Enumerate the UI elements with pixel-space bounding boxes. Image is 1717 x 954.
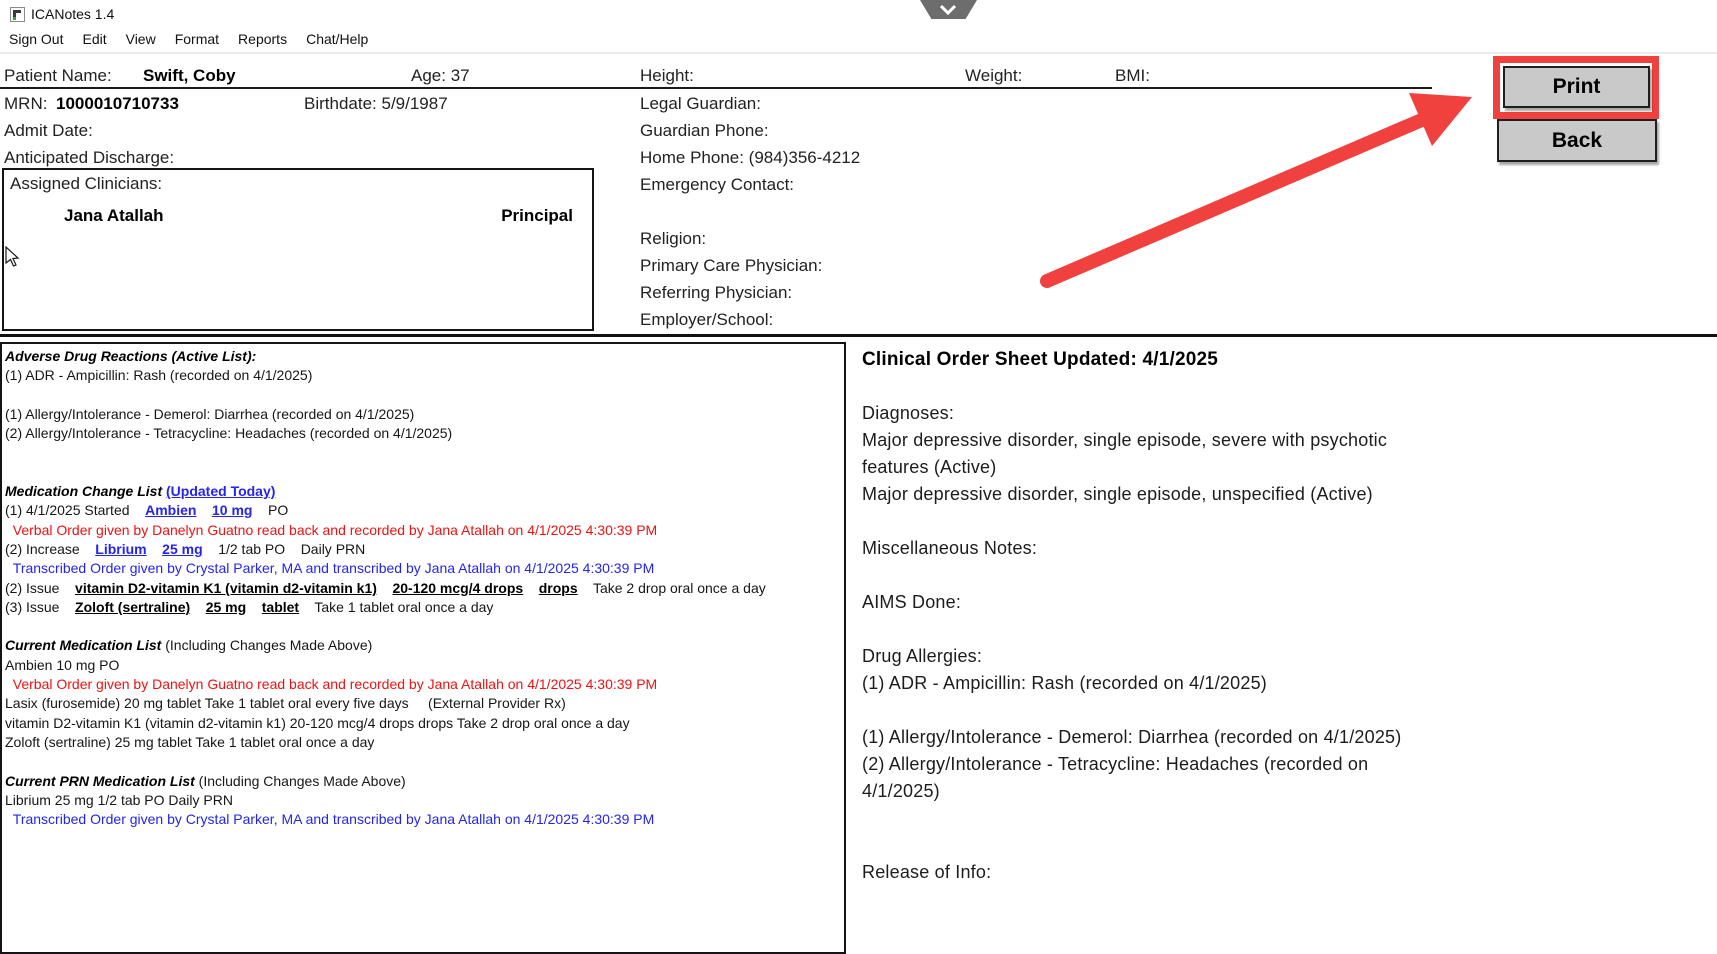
bmi-field: BMI: xyxy=(1115,66,1150,85)
text-segment: Librium 25 mg 1/2 tab PO Daily PRN xyxy=(5,791,233,808)
text-segment xyxy=(523,580,539,596)
order-sheet-line xyxy=(862,508,1422,535)
contact-row: Primary Care Physician: xyxy=(640,256,823,275)
left-panel-line xyxy=(5,521,837,540)
order-sheet-line xyxy=(862,832,1422,859)
contact-row: Employer/School: xyxy=(640,310,774,329)
mouse-cursor-icon xyxy=(5,246,21,268)
menu-item-format[interactable]: Format xyxy=(174,31,220,47)
weight-field: Weight: xyxy=(965,66,1023,85)
left-panel-line xyxy=(5,482,837,501)
text-segment xyxy=(196,502,212,518)
mrn-value: 1000010710733 xyxy=(56,94,179,113)
contact-row: Guardian Phone: xyxy=(640,121,769,140)
menu-separator xyxy=(0,52,1717,54)
mrn-label: MRN: xyxy=(4,94,48,113)
medication-link[interactable]: (Updated Today) xyxy=(166,483,276,500)
left-panel-line xyxy=(5,656,837,675)
text-segment: 1/2 tab PO Daily PRN xyxy=(202,540,366,557)
age-field: Age: 37 xyxy=(411,66,470,85)
left-panel-line xyxy=(5,617,837,636)
left-panel-line xyxy=(5,366,837,385)
medication-link[interactable]: 10 mg xyxy=(212,502,253,519)
contact-row: Emergency Contact: xyxy=(640,175,795,194)
order-sheet-line: (1) Allergy/Intolerance - Demerol: Diarrhea (recorded on 4/1/2025) xyxy=(862,727,1402,747)
menu-bar xyxy=(9,31,368,47)
text-segment: vitamin D2-vitamin K1 (vitamin d2-vitamin k1) xyxy=(75,579,377,596)
text-segment: Lasix (furosemide) 20 mg tablet Take 1 tablet oral every five days (External Provider Rx) xyxy=(5,695,566,712)
text-segment: Verbal Order given by Danelyn Guatno read back and recorded by Jana Atallah on 4/1/2025 4:30:39 PM xyxy=(5,521,658,538)
section-heading: Medication Change List xyxy=(5,483,167,500)
left-panel-line xyxy=(5,772,837,791)
text-segment: Transcribed Order given by Crystal Parker, MA and transcribed by Jana Atallah on 4/1/2025 4:30:39 PM xyxy=(5,811,655,828)
clinician-name: Jana Atallah xyxy=(64,206,164,225)
menu-item-view[interactable]: View xyxy=(125,31,156,47)
text-segment: (2) Allergy/Intolerance - Tetracycline: Headaches (recorded on 4/1/2025) xyxy=(5,425,453,442)
left-panel-line xyxy=(5,347,837,366)
order-sheet-line: AIMS Done: xyxy=(862,592,962,612)
order-sheet-line xyxy=(862,373,1422,400)
left-panel-line xyxy=(5,386,837,405)
admit-date-field: Admit Date: xyxy=(4,121,93,140)
medications-panel xyxy=(5,347,837,829)
anticipated-discharge-field: Anticipated Discharge: xyxy=(4,148,175,167)
text-segment: Zoloft (sertraline) xyxy=(75,598,191,615)
section-heading: Current PRN Medication List xyxy=(5,772,195,789)
left-panel-line xyxy=(5,791,837,810)
text-segment: vitamin D2-vitamin K1 (vitamin d2-vitamin k1) 20-120 mcg/4 drops drops Take 2 drop oral once a day xyxy=(5,714,630,731)
order-sheet-line xyxy=(862,697,1422,724)
text-segment: Take 2 drop oral once a day xyxy=(577,579,766,596)
text-segment: (1) 4/1/2025 Started xyxy=(5,502,146,519)
text-segment: (Including Changes Made Above) xyxy=(161,637,373,654)
left-panel-line xyxy=(5,424,837,443)
order-sheet-title: Clinical Order Sheet Updated: 4/1/2025 xyxy=(862,349,1219,370)
text-segment: Verbal Order given by Danelyn Guatno read back and recorded by Jana Atallah on 4/1/2025 4:30:39 PM xyxy=(5,676,658,693)
medication-link[interactable]: 25 mg xyxy=(162,540,203,557)
left-panel-line xyxy=(5,636,837,655)
contact-row: Home Phone: (984)356-4212 xyxy=(640,148,861,167)
text-segment xyxy=(377,580,393,596)
text-segment: PO xyxy=(252,502,289,519)
left-panel-line xyxy=(5,694,837,713)
menu-item-sign-out[interactable]: Sign Out xyxy=(9,31,64,47)
patient-name-value: Swift, Coby xyxy=(143,66,236,85)
order-sheet-line: Release of Info: xyxy=(862,862,992,882)
order-sheet-line xyxy=(862,562,1422,589)
header-divider xyxy=(0,87,1432,89)
left-panel-line xyxy=(5,752,837,771)
text-segment xyxy=(246,599,262,615)
left-panel-line xyxy=(5,443,837,462)
contact-row xyxy=(640,202,860,229)
patient-name-label: Patient Name: xyxy=(4,66,112,85)
order-sheet-line xyxy=(862,616,1422,643)
order-sheet-line xyxy=(862,805,1422,832)
text-segment: (Including Changes Made Above) xyxy=(194,772,406,789)
height-field: Height: xyxy=(640,66,694,85)
text-segment: Zoloft (sertraline) 25 mg tablet Take 1 tablet oral once a day xyxy=(5,733,375,750)
chevron-down-icon xyxy=(940,5,957,15)
contact-row: Referring Physician: xyxy=(640,283,793,302)
order-sheet-line: Drug Allergies: xyxy=(862,646,983,666)
contact-info-column xyxy=(640,94,860,337)
left-panel-line xyxy=(5,540,837,559)
menu-item-edit[interactable]: Edit xyxy=(82,31,107,47)
back-button[interactable]: Back xyxy=(1497,119,1657,162)
order-sheet-line: Major depressive disorder, single episode, unspecified (Active) xyxy=(862,484,1373,504)
medication-link[interactable]: Ambien xyxy=(145,502,197,519)
text-segment: 20-120 mcg/4 drops xyxy=(392,579,524,596)
text-segment: Transcribed Order given by Crystal Parker, MA and transcribed by Jana Atallah on 4/1/2025 4:30:39 PM xyxy=(5,560,655,577)
text-segment: (1) Allergy/Intolerance - Demerol: Diarrhea (recorded on 4/1/2025) xyxy=(5,405,415,422)
text-segment: tablet xyxy=(261,598,300,615)
section-heading: Adverse Drug Reactions (Active List): xyxy=(5,348,257,364)
text-segment: drops xyxy=(538,579,578,596)
text-segment xyxy=(190,599,206,615)
left-panel-line xyxy=(5,733,837,752)
order-sheet-line: (2) Allergy/Intolerance - Tetracycline: Headaches (recorded on 4/1/2025) xyxy=(862,754,1369,801)
assigned-clinicians-label: Assigned Clinicians: xyxy=(10,174,163,193)
medication-link[interactable]: Librium xyxy=(95,540,147,557)
text-segment: Take 1 tablet oral once a day xyxy=(299,598,494,615)
clinician-role: Principal xyxy=(501,206,573,225)
order-sheet-line: Major depressive disorder, single episode, severe with psychotic features (Active) xyxy=(862,430,1388,477)
text-segment xyxy=(147,541,163,557)
left-panel-line xyxy=(5,463,837,482)
menu-item-reports[interactable]: Reports xyxy=(238,31,288,47)
text-segment: 25 mg xyxy=(205,598,247,615)
clinical-order-sheet-panel xyxy=(862,346,1422,886)
section-separator xyxy=(0,334,1717,337)
print-button[interactable]: Print xyxy=(1503,66,1650,108)
left-panel-line xyxy=(5,405,837,424)
assigned-clinicians-box xyxy=(2,168,594,331)
section-heading: Current Medication List xyxy=(5,637,162,654)
left-panel-line xyxy=(5,501,837,520)
left-panel-line xyxy=(5,598,837,617)
text-segment: (1) ADR - Ampicillin: Rash (recorded on 4/1/2025) xyxy=(5,367,313,384)
order-sheet-line: Miscellaneous Notes: xyxy=(862,538,1038,558)
window-title: ICANotes 1.4 xyxy=(31,6,115,22)
contact-row: Legal Guardian: xyxy=(640,94,761,113)
birthdate-field: Birthdate: 5/9/1987 xyxy=(304,94,448,113)
collapse-tab[interactable] xyxy=(920,0,977,19)
order-sheet-line: Diagnoses: xyxy=(862,403,955,423)
left-panel-line xyxy=(5,714,837,733)
left-panel-line xyxy=(5,579,837,598)
text-segment: Ambien 10 mg PO xyxy=(5,656,120,673)
text-segment: (3) Issue xyxy=(5,598,76,615)
text-segment: (2) Increase xyxy=(5,540,96,557)
left-panel-line xyxy=(5,559,837,578)
left-panel-line xyxy=(5,810,837,829)
app-icon xyxy=(10,7,25,22)
contact-row: Religion: xyxy=(640,229,707,248)
menu-item-chat-help[interactable]: Chat/Help xyxy=(306,31,369,47)
left-panel-line xyxy=(5,675,837,694)
text-segment: (2) Issue xyxy=(5,579,76,596)
order-sheet-line: (1) ADR - Ampicillin: Rash (recorded on 4/1/2025) xyxy=(862,673,1267,693)
